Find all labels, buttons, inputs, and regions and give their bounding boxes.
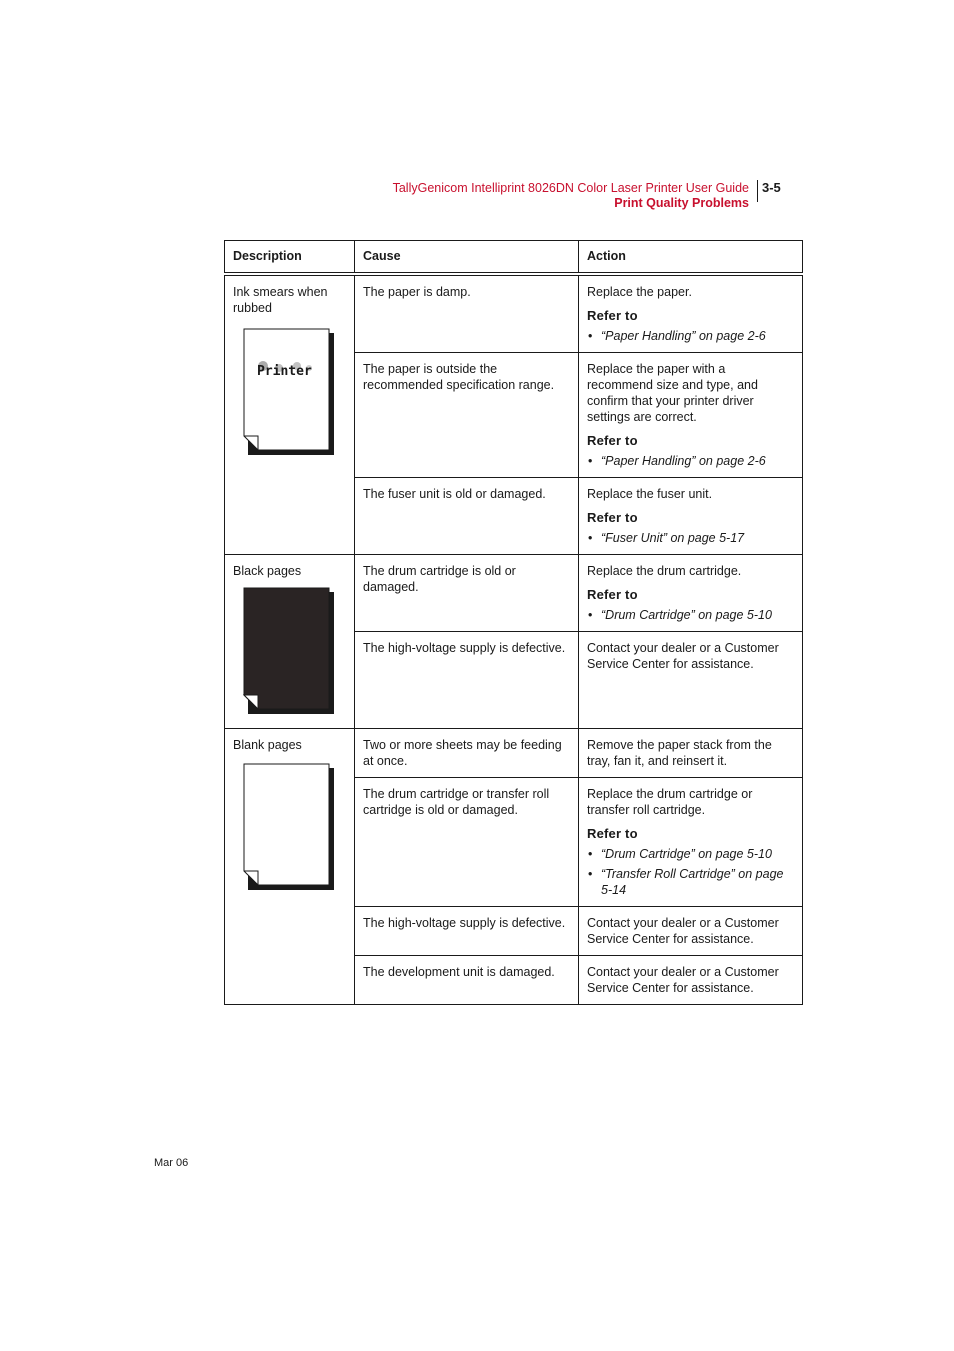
cause-cell: Two or more sheets may be feeding at once. <box>355 729 579 778</box>
reference-link[interactable]: • “Paper Handling” on page 2-6 <box>587 453 794 469</box>
action-text: Contact your dealer or a Customer Service Center for assistance. <box>587 916 779 946</box>
header-action: Action <box>579 241 803 275</box>
action-cell <box>579 907 803 956</box>
description-cell-blank-pages <box>225 729 355 1005</box>
action-text: Replace the paper. <box>587 285 692 299</box>
action-cell <box>579 353 803 478</box>
table-row <box>225 274 803 353</box>
reference-list <box>587 530 794 546</box>
action-cell <box>579 274 803 353</box>
cause-cell: The paper is damp. <box>355 274 579 353</box>
refer-to-label: Refer to <box>587 433 638 448</box>
guide-title: TallyGenicom Intelliprint 8026DN Color Laser Printer User Guide <box>392 181 749 195</box>
refer-to-label: Refer to <box>587 308 638 323</box>
blank-page-icon <box>243 763 335 891</box>
action-text: Replace the drum cartridge or transfer roll cartridge. <box>587 787 753 817</box>
reference-link[interactable]: • “Drum Cartridge” on page 5-10 <box>587 846 794 862</box>
refer-to-label: Refer to <box>587 826 638 841</box>
reference-link[interactable]: • “Drum Cartridge” on page 5-10 <box>587 607 794 623</box>
action-cell <box>579 632 803 729</box>
reference-link[interactable]: • “Paper Handling” on page 2-6 <box>587 328 794 344</box>
table-row <box>225 729 803 778</box>
cause-cell: The high-voltage supply is defective. <box>355 907 579 956</box>
header-cause: Cause <box>355 241 579 275</box>
action-text: Contact your dealer or a Customer Service Center for assistance. <box>587 965 779 995</box>
table-header-row <box>225 241 803 275</box>
description-text: Ink smears when rubbed <box>233 285 328 315</box>
table-row <box>225 555 803 632</box>
print-quality-table <box>224 240 803 1005</box>
page-number: 3-5 <box>762 180 781 195</box>
smeared-page-icon <box>243 328 335 456</box>
smeared-page-text: Printer <box>257 364 312 379</box>
description-cell-black-pages <box>225 555 355 729</box>
cause-cell: The development unit is damaged. <box>355 956 579 1005</box>
reference-list <box>587 453 794 469</box>
action-cell <box>579 478 803 555</box>
description-cell-ink-smears <box>225 274 355 555</box>
header-divider <box>757 180 758 202</box>
action-text: Replace the paper with a recommend size and type, and confirm that your printer driver settings are correct. <box>587 362 758 424</box>
action-cell <box>579 555 803 632</box>
footer-date: Mar 06 <box>154 1157 189 1169</box>
reference-list <box>587 607 794 623</box>
action-text: Remove the paper stack from the tray, fan it, and reinsert it. <box>587 738 772 768</box>
cause-cell: The drum cartridge or transfer roll cartridge is old or damaged. <box>355 778 579 907</box>
black-page-icon <box>243 587 335 715</box>
action-cell <box>579 729 803 778</box>
reference-list <box>587 846 794 898</box>
description-text: Blank pages <box>233 738 302 752</box>
action-cell <box>579 778 803 907</box>
cause-cell: The high-voltage supply is defective. <box>355 632 579 729</box>
action-cell <box>579 956 803 1005</box>
action-text: Replace the fuser unit. <box>587 487 713 501</box>
section-title: Print Quality Problems <box>614 196 749 210</box>
description-text: Black pages <box>233 564 302 578</box>
reference-list <box>587 328 794 344</box>
action-text: Contact your dealer or a Customer Service Center for assistance. <box>587 641 779 671</box>
refer-to-label: Refer to <box>587 587 638 602</box>
cause-cell: The drum cartridge is old or damaged. <box>355 555 579 632</box>
cause-cell: The paper is outside the recommended specification range. <box>355 353 579 478</box>
page-header <box>0 180 954 214</box>
cause-cell: The fuser unit is old or damaged. <box>355 478 579 555</box>
reference-link[interactable]: • “Transfer Roll Cartridge” on page 5-14 <box>587 866 794 898</box>
refer-to-label: Refer to <box>587 510 638 525</box>
reference-link[interactable]: • “Fuser Unit” on page 5-17 <box>587 530 794 546</box>
header-description: Description <box>225 241 355 275</box>
action-text: Replace the drum cartridge. <box>587 564 742 578</box>
